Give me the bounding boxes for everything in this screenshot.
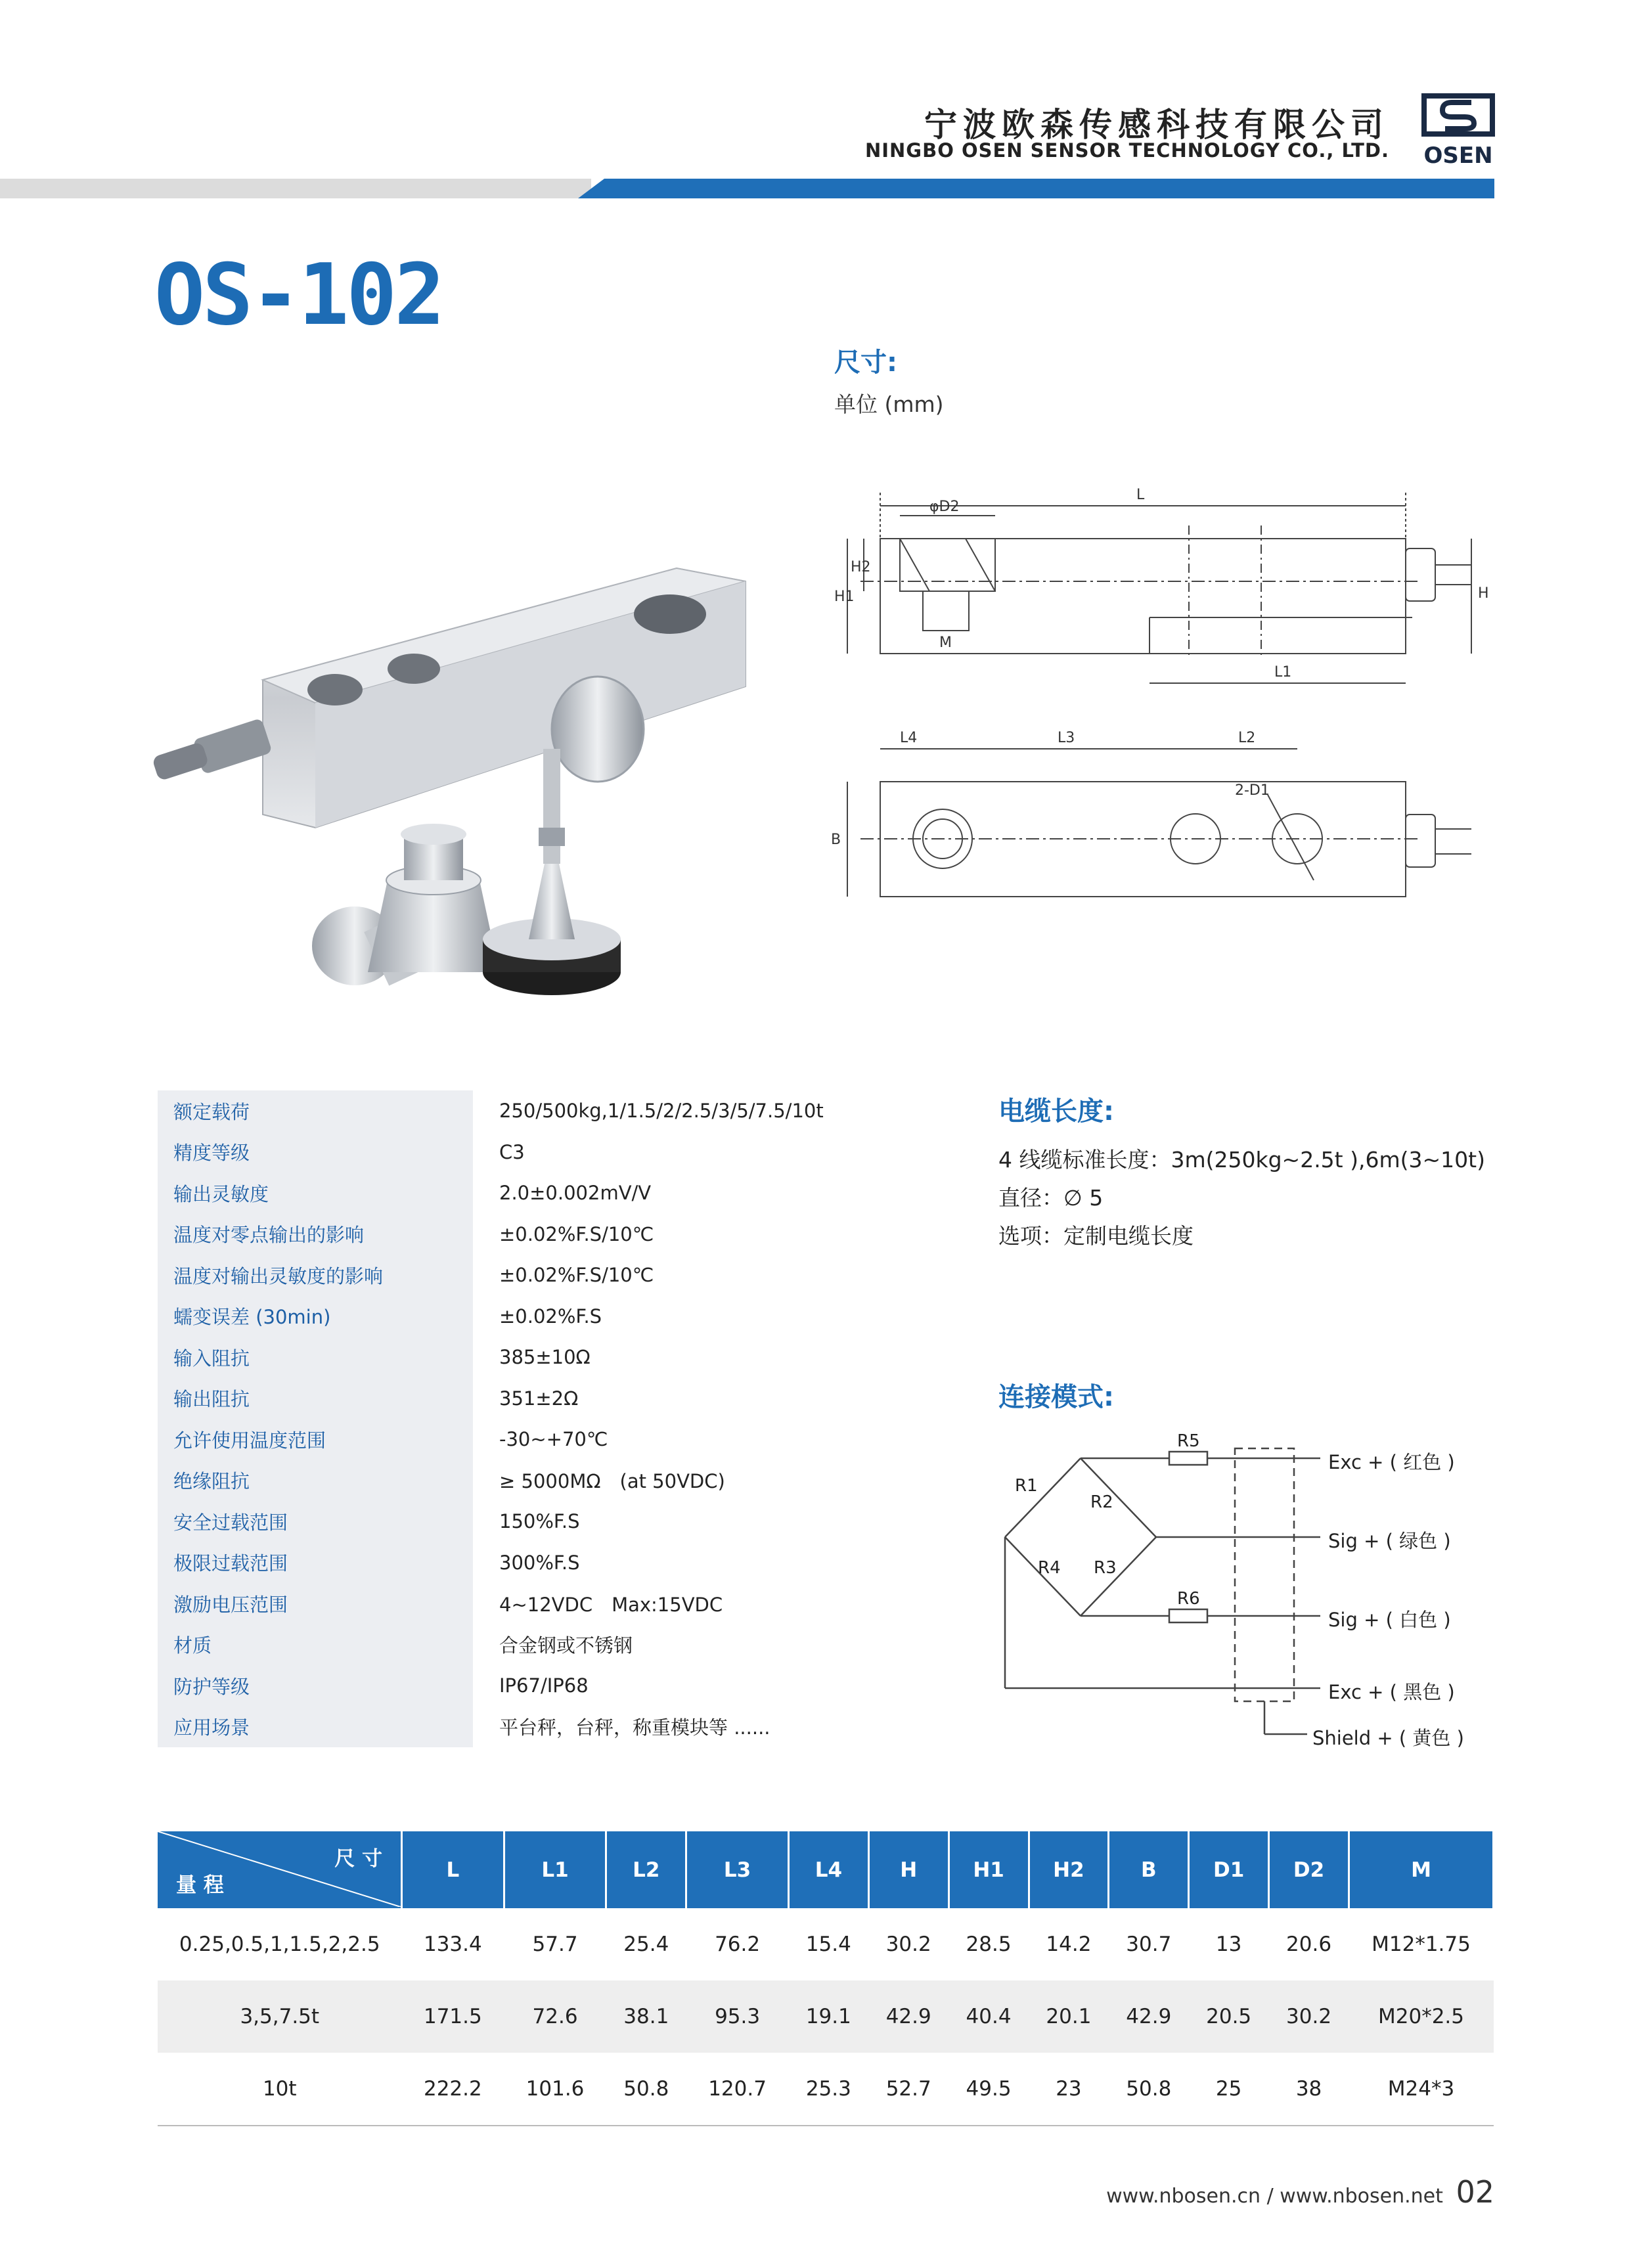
spec-key: 蠕变误差 (30min) xyxy=(158,1296,473,1337)
spec-row xyxy=(158,1296,972,1337)
table-cell: 20.6 xyxy=(1286,1933,1332,1956)
dim-label-2D1: 2-D1 xyxy=(1235,782,1270,799)
cable-line-1: 4 线缆标准长度：3m(250kg~2.5t ),6m(3~10t) xyxy=(998,1147,1485,1173)
spec-key: 材质 xyxy=(158,1624,473,1666)
header-bar-gray xyxy=(0,179,591,198)
table-cell: 23 xyxy=(1029,2053,1109,2126)
dim-label-H2: H2 xyxy=(851,559,871,575)
column-header: H xyxy=(868,1831,949,1908)
table-cell: 14.2 xyxy=(1046,1933,1092,1956)
spec-value: 合金钢或不锈钢 xyxy=(499,1634,633,1657)
spec-row xyxy=(158,1337,972,1378)
wiring-diagram xyxy=(992,1425,1333,1767)
column-header: B xyxy=(1109,1831,1189,1908)
column-header: L xyxy=(402,1831,504,1908)
table-corner-header xyxy=(158,1831,402,1908)
table-cell: 19.1 xyxy=(788,1980,868,2053)
cable-line-2: 直径：∅ 5 xyxy=(998,1185,1104,1211)
dim-label-L3: L3 xyxy=(1058,730,1075,746)
spec-key: 精度等级 xyxy=(158,1132,473,1173)
spec-value: 385±10Ω xyxy=(499,1346,591,1369)
wire-sig-plus-green: Sig + ( 绿色 ) xyxy=(1328,1530,1451,1552)
spec-value: 351±2Ω xyxy=(499,1387,579,1410)
column-header: L4 xyxy=(788,1831,868,1908)
spec-row xyxy=(158,1255,972,1296)
table-cell: 52.7 xyxy=(868,2053,949,2126)
resistor-R3: R3 xyxy=(1094,1558,1117,1578)
wiring-heading: 连接模式: xyxy=(998,1382,1114,1412)
spec-row xyxy=(158,1501,972,1542)
table-cell: 40.4 xyxy=(949,1980,1029,2053)
dimensions-heading: 尺寸: xyxy=(834,347,897,378)
wire-shield-yellow: Shield + ( 黄色 ) xyxy=(1312,1727,1464,1749)
table-cell: 133.4 xyxy=(423,1933,482,1956)
accessory-foot xyxy=(483,749,621,995)
spec-value: 300%F.S xyxy=(499,1551,580,1574)
table-cell: 171.5 xyxy=(402,1980,504,2053)
dim-label-M: M xyxy=(939,635,952,651)
technical-drawing xyxy=(808,460,1498,959)
table-cell: 20.5 xyxy=(1189,1980,1269,2053)
table-cell: 101.6 xyxy=(504,2053,606,2126)
model-title: OS-102 xyxy=(154,246,443,344)
wire-exc-plus-black: Exc + ( 黑色 ) xyxy=(1328,1681,1455,1703)
column-header: D2 xyxy=(1269,1831,1349,1908)
osen-logo xyxy=(1419,92,1498,171)
table-cell: 15.4 xyxy=(805,1933,851,1956)
spec-row xyxy=(158,1214,972,1255)
table-cell: 25 xyxy=(1189,2053,1269,2126)
spec-key: 安全过载范围 xyxy=(158,1501,473,1542)
footer xyxy=(1106,2174,1494,2210)
spec-key: 输入阻抗 xyxy=(158,1337,473,1378)
column-header: H1 xyxy=(949,1831,1029,1908)
table-cell: 30.2 xyxy=(885,1933,931,1956)
company-name-cn: 宁波欧森传感科技有限公司 xyxy=(924,106,1389,144)
table-cell: 28.5 xyxy=(966,1933,1012,1956)
column-header: D1 xyxy=(1189,1831,1269,1908)
capacity-cell: 10t xyxy=(158,2053,402,2126)
spec-value: 2.0±0.002mV/V xyxy=(499,1182,652,1205)
table-row xyxy=(158,2053,1494,2126)
wire-sig-plus-white: Sig + ( 白色 ) xyxy=(1328,1609,1451,1631)
column-header: L3 xyxy=(686,1831,789,1908)
spec-value: ≥ 5000MΩ (at 50VDC) xyxy=(499,1470,725,1493)
product-photo xyxy=(151,552,782,1012)
spec-row xyxy=(158,1090,972,1132)
header-bar-blue xyxy=(578,179,1494,198)
table-cell: 38.1 xyxy=(606,1980,686,2053)
spec-row xyxy=(158,1378,972,1419)
table-cell: 57.7 xyxy=(532,1933,578,1956)
spec-row xyxy=(158,1132,972,1173)
table-cell: 25.3 xyxy=(788,2053,868,2126)
dim-label-L: L xyxy=(1136,487,1145,503)
spec-row xyxy=(158,1707,972,1748)
table-cell: M20*2.5 xyxy=(1349,1980,1494,2053)
logo-text: OSEN xyxy=(1423,143,1493,169)
spec-key: 应用场景 xyxy=(158,1707,473,1748)
spec-key: 温度对输出灵敏度的影响 xyxy=(158,1255,473,1296)
dim-label-L4: L4 xyxy=(900,730,918,746)
table-cell: 120.7 xyxy=(686,2053,789,2126)
spec-key: 额定载荷 xyxy=(158,1090,473,1132)
table-cell: 25.4 xyxy=(623,1933,669,1956)
spec-value: ±0.02%F.S/10℃ xyxy=(499,1264,654,1287)
dimensions-unit: 单位 (mm) xyxy=(834,391,944,417)
table-row xyxy=(158,1980,1494,2053)
table-cell: 30.7 xyxy=(1126,1933,1172,1956)
spec-value: IP67/IP68 xyxy=(499,1674,589,1697)
table-row xyxy=(158,1908,1494,1980)
spec-key: 极限过载范围 xyxy=(158,1542,473,1584)
spec-value: 150%F.S xyxy=(499,1510,580,1533)
table-cell: 222.2 xyxy=(402,2053,504,2126)
dimension-table xyxy=(158,1831,1494,2126)
spec-key: 允许使用温度范围 xyxy=(158,1419,473,1460)
table-cell: 30.2 xyxy=(1269,1980,1349,2053)
spec-row xyxy=(158,1665,972,1707)
spec-value: ±0.02%F.S/10℃ xyxy=(499,1222,654,1245)
spec-key: 温度对零点输出的影响 xyxy=(158,1214,473,1255)
corner-label-dimensions: 尺 寸 xyxy=(334,1847,382,1871)
table-cell: 50.8 xyxy=(606,2053,686,2126)
table-cell: 76.2 xyxy=(715,1933,761,1956)
footer-urls[interactable]: www.nbosen.cn / www.nbosen.net xyxy=(1106,2185,1443,2208)
spec-table xyxy=(158,1090,972,1747)
spec-row xyxy=(158,1419,972,1460)
spec-value: C3 xyxy=(499,1140,525,1163)
resistor-R4: R4 xyxy=(1038,1558,1061,1578)
column-header: L2 xyxy=(606,1831,686,1908)
spec-row xyxy=(158,1624,972,1666)
spec-value: ±0.02%F.S xyxy=(499,1305,602,1328)
corner-label-capacity: 量 程 xyxy=(176,1873,224,1897)
dim-label-L1: L1 xyxy=(1274,664,1292,681)
table-cell: 95.3 xyxy=(686,1980,789,2053)
column-header: H2 xyxy=(1029,1831,1109,1908)
table-cell: 50.8 xyxy=(1109,2053,1189,2126)
accessory-cup xyxy=(368,824,499,972)
dim-label-L2: L2 xyxy=(1238,730,1256,746)
spec-key: 输出灵敏度 xyxy=(158,1173,473,1214)
resistor-R1: R1 xyxy=(1015,1476,1038,1496)
table-cell: M24*3 xyxy=(1349,2053,1494,2126)
column-header: M xyxy=(1349,1831,1494,1908)
table-cell: 72.6 xyxy=(504,1980,606,2053)
spec-row xyxy=(158,1542,972,1584)
capacity-cell: 3,5,7.5t xyxy=(158,1980,402,2053)
cable-line-3: 选项：定制电缆长度 xyxy=(998,1223,1194,1249)
dim-label-D2: φD2 xyxy=(929,499,960,515)
spec-value: 平台秤，台秤，称重模块等 ...... xyxy=(499,1716,770,1739)
cable-heading: 电缆长度: xyxy=(998,1096,1114,1127)
page-number: 02 xyxy=(1456,2174,1494,2210)
spec-key: 激励电压范围 xyxy=(158,1583,473,1624)
spec-key: 绝缘阻抗 xyxy=(158,1460,473,1502)
spec-value: 4~12VDC Max:15VDC xyxy=(499,1593,723,1616)
spec-row xyxy=(158,1173,972,1214)
resistor-R6: R6 xyxy=(1177,1589,1200,1609)
table-cell: 38 xyxy=(1269,2053,1349,2126)
resistor-R2: R2 xyxy=(1090,1492,1113,1512)
table-cell: 42.9 xyxy=(868,1980,949,2053)
table-cell: 42.9 xyxy=(1109,1980,1189,2053)
spec-key: 防护等级 xyxy=(158,1665,473,1707)
table-cell: 13 xyxy=(1215,1933,1242,1956)
spec-key: 输出阻抗 xyxy=(158,1378,473,1419)
dim-label-B: B xyxy=(831,832,841,848)
spec-row xyxy=(158,1583,972,1624)
spec-value: 250/500kg,1/1.5/2/2.5/3/5/7.5/10t xyxy=(499,1100,824,1123)
resistor-R5: R5 xyxy=(1177,1431,1200,1451)
column-header: L1 xyxy=(504,1831,606,1908)
spec-value: -30~+70℃ xyxy=(499,1428,608,1451)
dim-label-H1: H1 xyxy=(834,589,855,605)
wire-exc-plus-red: Exc + ( 红色 ) xyxy=(1328,1451,1455,1473)
capacity-cell: 0.25,0.5,1,1.5,2,2.5 xyxy=(179,1933,380,1956)
table-cell: 20.1 xyxy=(1029,1980,1109,2053)
dim-label-H: H xyxy=(1478,585,1489,602)
spec-row xyxy=(158,1460,972,1502)
company-name-en: NINGBO OSEN SENSOR TECHNOLOGY CO., LTD. xyxy=(864,139,1389,162)
table-cell: 49.5 xyxy=(949,2053,1029,2126)
table-cell: M12*1.75 xyxy=(1372,1933,1471,1956)
